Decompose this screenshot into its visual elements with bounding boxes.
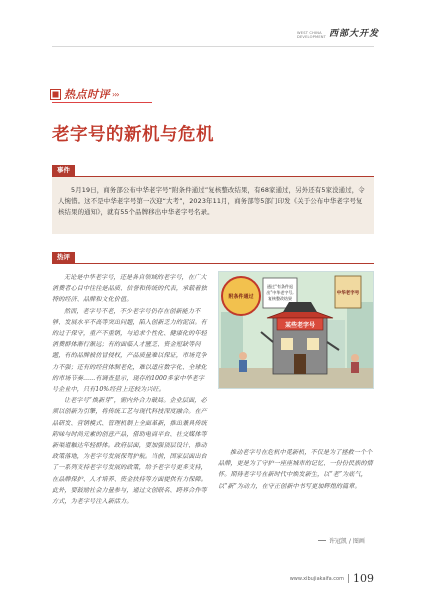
masthead-en-line1: WEST CHINA [296,31,322,35]
paragraph: 然而，老字号不老，不少老字号仍存在创新能力不够、发展水平不高等突出问题，陷入创新乏力的泥沼。有的过于保守，重产不重销，与追求个性化、健康化的年轻消费群体渐行渐远；有的面临人才匮乏、资金短缺等问题，有的品牌被仿冒侵权，产品质量难以保证，市场竞争力不强；还有的经营体制老化，难以适应数字化、全球化的市场节奏……有调查显示，现存的1000多家中华老字号企业中，只有10%经营上还较为兴旺。 [52,307,207,394]
header-rule [52,46,374,47]
section-tag [50,86,119,102]
footer [290,572,374,585]
section-label: 热点时评 [64,88,110,101]
event-text: 5月19日，商务部公布中华老字号“附条件通过”复核整改结果，有68家通过，另外还有5家没通过，令人惋惜。这不是中华老字号第一次迎“大考”，2023年11月，商务部等5部门印发《关于公布中华老字号复核结果的通知》，就有55个品牌移出中华老字号名录。 [58,186,365,216]
page-number: 109 [353,572,374,585]
cartoon-notice-line: 出”中华老字号, [266,290,294,295]
left-column [52,272,210,507]
paragraph: 推动老字号在危机中觅新机，不仅是为了拯救一个个品牌，更是为了守护一座座城市的记忆、一份份民族的情怀。期待老字号在新时代中焕发新生，以“老”为底气，以“新”为动力，在守正创新中书写更加辉煌的篇章。 [218,449,373,490]
paragraph: 让老字号“焕新芽”，需内外合力破局。企业层面，必须以创新为引擎，将传统工艺与现代科技深度融合。在产品研发、营销模式、管理机制上全面革新，推出兼具传统韵味与时尚元素的创意产品，借助电商平台、社交媒体等新渠道触达年轻群体。政府层面，要加强顶层设计、推动政策落地，为老字号发展保驾护航。当前，国家层面出台了一系列支持老字号发展的政策，给予老字号更多支持，在品牌保护、人才培养、资金扶持等方面提供有力保障。此外，要鼓励社会力量参与，通过文创联名、跨界合作等方式，为老字号注入新活力。 [52,397,207,506]
author-name: 许冠凯 / 图画 [329,538,365,545]
masthead-english [297,31,325,39]
paragraph: 无论是中华老字号，还是各自领域的老字号，在广大消费者心目中往往是品质、信誉和传统的代表，承载着独特的经济、品牌和文化价值。 [52,274,207,304]
footer-url[interactable]: www.xibujiakaifa.com [289,575,344,582]
event-panel [52,177,374,234]
cartoon-drawing [219,272,374,389]
event-label: 事件 [52,165,75,176]
cartoon-main-sign: 某些老字号 [284,322,316,329]
right-column [218,447,374,492]
cartoon-right-sign: 中华老字号 [336,291,360,296]
comment-rule [52,263,374,264]
cartoon-left-sign: 附条件通过 [228,294,254,300]
page-title: 老字号的新机与危机 [52,125,214,145]
comment-label: 热评 [52,252,75,263]
section-underline [52,102,152,103]
cartoon-notice-line: 通过“有条件退 [266,284,294,289]
document-icon [50,89,61,100]
section-arrows: ››› [112,89,119,99]
cartoon-notice-line: 复核整改结果 [268,296,292,301]
author-dash [318,540,326,541]
footer-divider [348,574,349,583]
masthead-en-line2: DEVELOPMENT [296,35,327,39]
masthead-chinese: 西部大开发 [328,29,379,39]
author-credit [318,536,365,545]
masthead [297,26,379,39]
cartoon-illustration [218,271,374,389]
